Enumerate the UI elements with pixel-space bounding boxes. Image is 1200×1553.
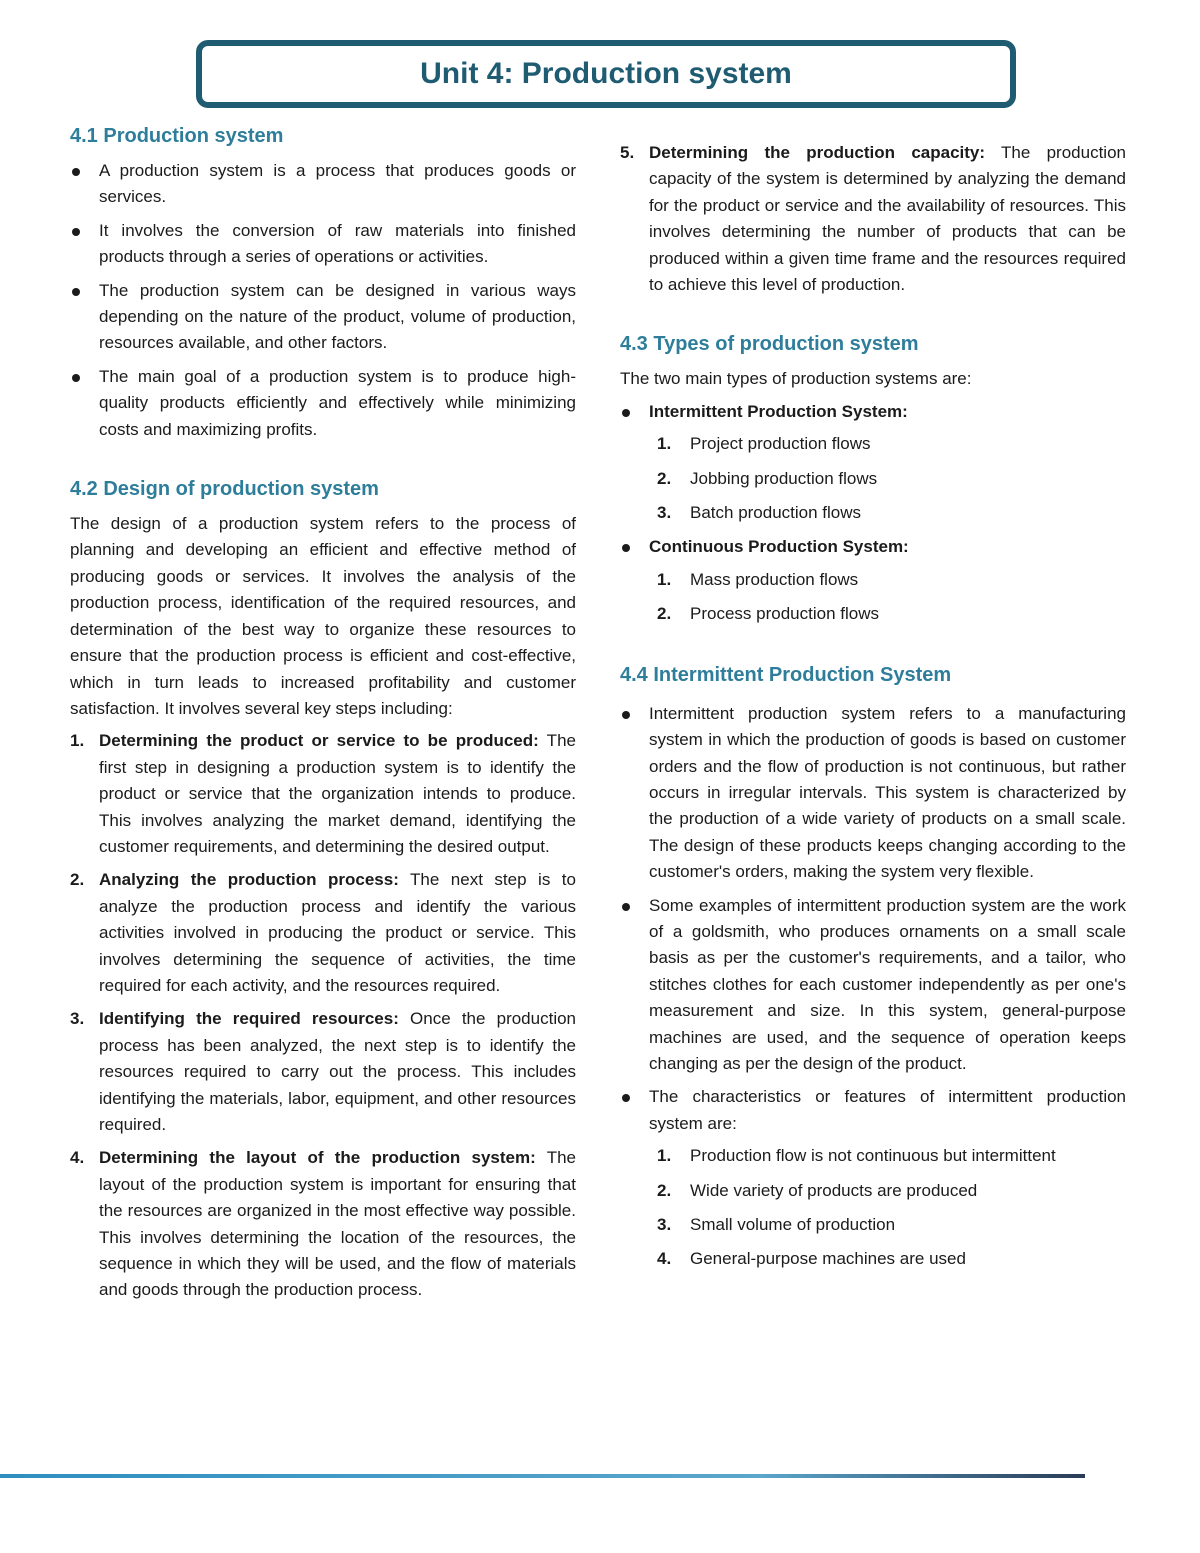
sub-item — [649, 567, 1126, 593]
sub-number: 1. — [657, 569, 672, 589]
types-intro: The two main types of production systems are: — [620, 369, 972, 389]
feature-item — [649, 1246, 1126, 1272]
left-column — [70, 125, 576, 1311]
sub-number: 3. — [657, 503, 672, 523]
intermittent-bullets — [620, 701, 1126, 1273]
type-label: Intermittent Production System: — [649, 401, 908, 421]
features-list — [649, 1143, 1126, 1273]
feature-item — [649, 1178, 1126, 1204]
sub-item — [649, 431, 1126, 457]
sub-number: 2. — [657, 468, 672, 488]
step-number: 2. — [70, 870, 85, 890]
step-text: The next step is to analyze the production process and identify the various activities involved in producing the product or service. This involves determining the sequence of activities, the time required for each activity, and the resources required. — [99, 870, 576, 995]
bullet-item: The production system can be designed in various ways depending on the nature of the product, volume of production, resources available, and other factors. — [70, 278, 576, 357]
sub-text: Process production flows — [690, 604, 879, 624]
bullet-text: The characteristics or features of intermittent production system are: — [649, 1087, 1126, 1133]
design-steps — [70, 728, 576, 1304]
type-sublist — [649, 567, 1126, 628]
step-item — [70, 1006, 576, 1138]
step-number: 1. — [70, 731, 85, 751]
bullet-item: The main goal of a production system is to produce high-quality products efficiently and effectively while minimizing costs and maximizing profits. — [70, 364, 576, 443]
production-system-bullets — [70, 158, 576, 443]
sub-number: 2. — [657, 604, 672, 624]
feature-text: Production flow is not continuous but intermittent — [690, 1146, 1056, 1166]
feature-text: Wide variety of products are produced — [690, 1180, 978, 1200]
feature-number: 3. — [657, 1215, 672, 1234]
feature-text: Small volume of production — [690, 1215, 896, 1234]
step-item — [620, 140, 1126, 298]
page-title: Unit 4: Production system — [420, 57, 792, 90]
step-number: 4. — [70, 1148, 85, 1168]
type-label: Continuous Production System: — [649, 537, 909, 557]
sub-text: Batch production flows — [690, 503, 862, 523]
bullet-item — [620, 1084, 1126, 1272]
footer-divider — [0, 1474, 1085, 1478]
bullet-item: It involves the conversion of raw materials into finished products through a series of operations or activities. — [70, 218, 576, 271]
type-sublist — [649, 431, 1126, 526]
types-list — [620, 399, 1126, 628]
sub-text: Mass production flows — [690, 569, 859, 589]
feature-number: 1. — [657, 1146, 672, 1166]
step-title: Determining the production capacity: — [649, 143, 986, 162]
bullet-item: Intermittent production system refers to a manufacturing system in which the production of goods is based on customer orders and the flow of production is not continuous, but rather occurs in irregular intervals. This system is characterized by the production of a wide variety of products on a small scale. The design of these products keeps changing according to the customer's orders, making the system very flexible. — [620, 701, 1126, 886]
type-item — [620, 399, 1126, 527]
feature-number: 4. — [657, 1249, 672, 1269]
sub-item — [649, 601, 1126, 627]
step-number: 3. — [70, 1009, 85, 1029]
feature-text: General-purpose machines are used — [690, 1249, 966, 1269]
heading-4-2: 4.2 Design of production system — [70, 478, 379, 501]
sub-text: Project production flows — [690, 434, 871, 454]
step-title: Analyzing the production process: — [99, 870, 399, 890]
type-item — [620, 534, 1126, 627]
sub-number: 1. — [657, 434, 672, 454]
step-title: Determining the product or service to be produced: — [99, 731, 539, 751]
heading-4-1: 4.1 Production system — [70, 125, 284, 147]
design-intro: The design of a production system refers to the process of planning and developing an efficient and effective method of producing goods or services. It involves the analysis of the production process, identification of the required resources, and determination of the best way to organize these resources to ensure that the production process is efficient and cost-effective, which in turn leads to increased profitability and customer satisfaction. It involves several key steps including: — [70, 514, 576, 718]
step-text: Once the production process has been analyzed, the next step is to identify the resources required to carry out the process. This includes identifying the materials, labor, equipment, and other resources required. — [99, 1009, 577, 1134]
feature-item — [649, 1212, 1126, 1238]
bullet-item: Some examples of intermittent production system are the work of a goldsmith, who produces ornaments on a small scale basis as per the customer's requirements, and a tailor, who stitches clothes for each customer independently as per one's measurement and size. In this system, general-purpose machines are used, and the sequence of operation keeps changing as per the design of the product. — [620, 893, 1126, 1078]
feature-number: 2. — [657, 1180, 672, 1200]
heading-4-3: 4.3 Types of production system — [620, 333, 919, 356]
step-text: The production capacity of the system is determined by analyzing the demand for the product or service and the availability of resources. This involves determining the number of products that can be produced within a given time frame and the resources required to achieve this level of production. — [649, 143, 1126, 295]
feature-item — [649, 1143, 1126, 1169]
design-steps-continued — [620, 140, 1126, 298]
right-column — [620, 140, 1126, 1281]
heading-4-4: 4.4 Intermittent Production System — [620, 663, 952, 686]
sub-text: Jobbing production flows — [690, 468, 878, 488]
bullet-item: A production system is a process that produces goods or services. — [70, 158, 576, 211]
step-title: Determining the layout of the production system: — [99, 1148, 536, 1168]
step-text: The layout of the production system is important for ensuring that the resources are organized in the most effective way possible. This involves determining the location of the resources, the sequence in which they will be used, and the flow of materials and goods through the production process. — [99, 1148, 576, 1300]
step-item — [70, 867, 576, 999]
step-item — [70, 728, 576, 860]
step-item — [70, 1145, 576, 1303]
step-title: Identifying the required resources: — [99, 1009, 399, 1029]
step-number: 5. — [620, 143, 635, 162]
sub-item — [649, 466, 1126, 492]
title-box — [196, 40, 1016, 108]
sub-item — [649, 500, 1126, 526]
step-text: The first step in designing a production system is to identify the product or service that the organization intends to produce. This involves analyzing the market demand, identifying the customer requirements, and determining the desired output. — [99, 731, 576, 856]
